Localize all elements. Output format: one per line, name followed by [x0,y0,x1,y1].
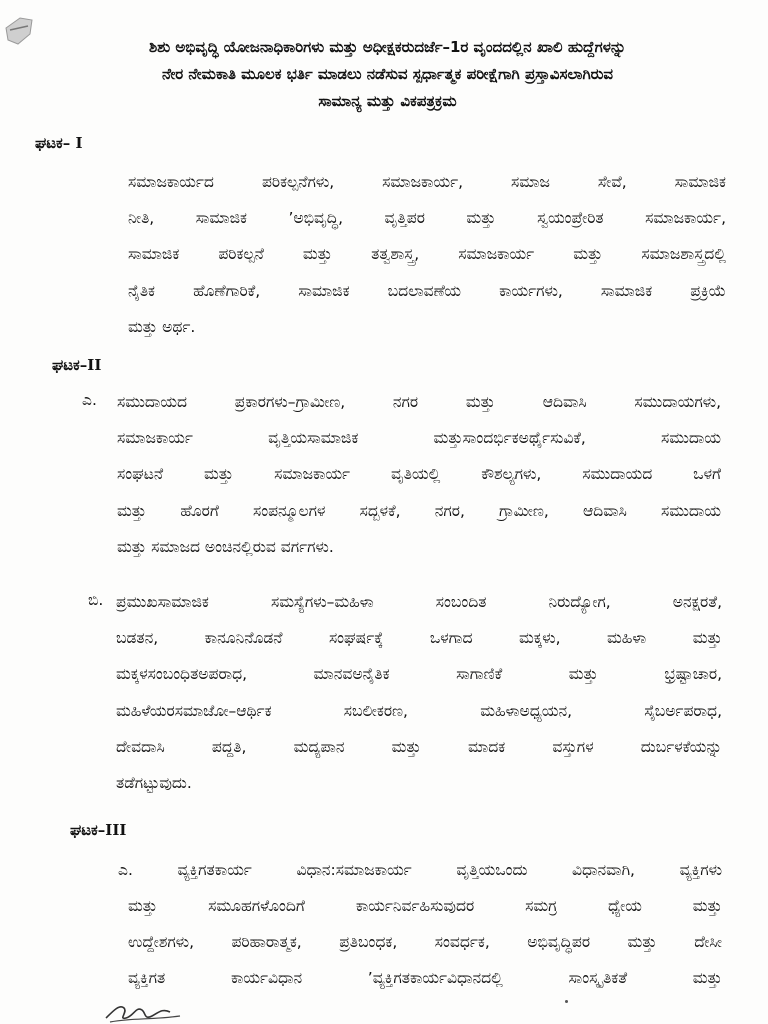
paragraph-line: ಉದ್ದೇಶಗಳು, ಪರಿಹಾರಾತ್ಮಕ, ಪ್ರತಿಬಂಧಕ, ಸಂವರ್ಧಕ, ಅಭಿವೃದ್ಧಿಪರ ಮತ್ತು ದೇಸೀ [128,933,722,952]
unit-3-item-a-paragraph [128,888,722,997]
paragraph-line: ದೇವದಾಸಿ ಪದ್ದತಿ, ಮದ್ಯಪಾನ ಮತ್ತು ಮಾದಕ ವಸ್ತುಗಳ ದುರ್ಬಳಕೆಯನ್ನು [116,737,722,756]
unit-3-item-a-first-line [118,852,722,888]
title-line-3: ಸಾಮಾನ್ಯ ಮತ್ತು ವಿಕಪತ್ರಕ್ರಮ [318,92,457,110]
paragraph-line: ಸಮಾಜಕಾರ್ಯ ವೃತ್ತಿಯಸಾಮಾಜಿಕ ಮತ್ತುಸಾಂದರ್ಭಿಕಅರ್ಥೈಸುವಿಕೆ, ಸಮುದಾಯ [117,429,721,448]
unit-1-heading: ಘಟಕ– I [35,134,83,152]
paragraph-line: ವ್ಯಕ್ತಿಗತ ಕಾರ್ಯವಿಧಾನ ’ವ್ಯಕ್ತಿಗತಕಾರ್ಯವಿಧಾನದಲ್ಲಿ ಸಾಂಸ್ಕೃತಿಕತೆ ಮತ್ತು [128,969,722,988]
paragraph-line: ಮತ್ತು ಸಮಾಜದ ಅಂಚಿನಲ್ಲಿರುವ ವರ್ಗಗಳು. [117,537,334,556]
unit-2-item-a-paragraph [117,384,721,565]
title-line-1: ಶಿಶು ಅಭಿವೃದ್ಧಿ ಯೋಜನಾಧಿಕಾರಿಗಳು ಮತ್ತು ಅಧೀಕ್ಷಕರುದರ್ಜೆ–1ರ ವೃಂದದಲ್ಲಿನ ಖಾಲಿ ಹುದ್ದೆಗಳನ್ನು [148,38,627,56]
paragraph-line: ನೈತಿಕ ಹೊಣೆಗಾರಿಕೆ, ಸಾಮಾಜಿಕ ಬದಲಾವಣೆಯ ಕಾರ್ಯಗಳು, ಸಾಮಾಜಿಕ ಪ್ರಕ್ರಿಯೆ [128,281,726,300]
paragraph-line: ಸಮುದಾಯದ ಪ್ರಕಾರಗಳು–ಗ್ರಾಮೀಣ, ನಗರ ಮತ್ತು ಆದಿವಾಸಿ ಸಮುದಾಯಗಳು, [117,393,721,411]
unit-2-item-b-paragraph [116,584,722,801]
paragraph-line: ಬಡತನ, ಕಾನೂನಿನೊಡನೆ ಸಂಘರ್ಷಕ್ಕೆ ಒಳಗಾದ ಮಕ್ಕಳು, ಮಹಿಳಾ ಮತ್ತು [116,629,722,648]
paragraph-line: ಸಮಾಜಕಾರ್ಯದ ಪರಿಕಲ್ಪನೆಗಳು, ಸಮಾಜಕಾರ್ಯ, ಸಮಾಜ ಸೇವೆ, ಸಾಮಾಜಿಕ [128,173,726,191]
title-line-2: ನೇರ ನೇಮಕಾತಿ ಮೂಲಕ ಭರ್ತಿ ಮಾಡಲು ನಡೆಸುವ ಸ್ಪರ್ಧಾತ್ಮಕ ಪರೀಕ್ಷೆಗಾಗಿ ಪ್ರಸ್ತಾವಿಸಲಾಗಿರುವ [162,65,613,83]
item-b-marker: ಬಿ. [88,591,104,609]
paragraph-line: ಪ್ರಮುಖಸಾಮಾಜಿಕ ಸಮಸ್ಯೆಗಳು–ಮಹಿಳಾ ಸಂಬಂದಿತ ನಿರುದ್ಯೋಗ, ಅನಕ್ಷರತೆ, [116,593,722,611]
signature-mark [100,990,190,1024]
paragraph-line: ನೀತಿ, ಸಾಮಾಜಿಕ ’ಅಭಿವೃದ್ಧಿ, ವೃತ್ತಿಪರ ಮತ್ತು ಸ್ವಯಂಪ್ರೇರಿತ ಸಮಾಜಕಾರ್ಯ, [128,209,726,228]
paragraph-line: ತಡೆಗಟ್ಟುವುದು. [116,774,192,793]
paragraph-line: ಮತ್ತು ಹೊರಗೆ ಸಂಪನ್ಮೂಲಗಳ ಸದ್ಬಳಕೆ, ನಗರ, ಗ್ರಾಮೀಣ, ಆದಿವಾಸಿ ಸಮುದಾಯ [117,501,721,520]
unit-3-heading: ಘಟಕ–III [70,821,127,839]
unit-1-paragraph [128,164,726,345]
unit-2-heading: ಘಟಕ–II [52,356,102,374]
paragraph-line: ಎ. ವ್ಯಕ್ತಿಗತಕಾರ್ಯ ವಿಧಾನ:ಸಮಾಜಕಾರ್ಯ ವೃತ್ತಿಯಒಂದು ವಿಧಾನವಾಗಿ, ವ್ಯಕ್ತಿಗಳು [118,861,722,879]
paragraph-line: ಮತ್ತು ಸಮೂಹಗಳೊಂದಿಗೆ ಕಾರ್ಯನಿರ್ವಹಿಸುವುದರ ಸಮಗ್ರ ಧ್ಯೇಯ ಮತ್ತು [128,897,722,915]
paragraph-line: ಮಹಿಳೆಯರಸಮಾಜೋ–ಆರ್ಥಿಕ ಸಬಲೀಕರಣ, ಮಹಿಳಾಅಧ್ಯಯನ, ಸೈಬರ್ಅಪರಾಧ, [116,701,722,720]
paragraph-line: ಮಕ್ಕಳಸಂಬಂಧಿತಅಪರಾಧ, ಮಾನವಅನೈತಿಕ ಸಾಗಾಣಿಕೆ ಮತ್ತು ಭ್ರಷ್ಟಾಚಾರ, [116,665,722,684]
paragraph-line: ಸಾಮಾಜಿಕ ಪರಿಕಲ್ಪನೆ ಮತ್ತು ತತ್ವಶಾಸ್ತ್ರ, ಸಮಾಜಕಾರ್ಯ ಮತ್ತು ಸಮಾಜಶಾಸ್ತ್ರದಲ್ಲಿ [128,245,726,264]
paragraph-line: ಸಂಘಟನೆ ಮತ್ತು ಸಮಾಜಕಾರ್ಯ ವೃತಿಯಲ್ಲಿ ಕೌಶಲ್ಯಗಳು, ಸಮುದಾಯದ ಒಳಗೆ [117,465,721,484]
stray-mark [565,1000,568,1003]
item-a-marker: ಎ. [82,391,97,409]
paragraph-line: ಮತ್ತು ಅರ್ಥ. [128,317,196,336]
document-title [30,34,745,115]
